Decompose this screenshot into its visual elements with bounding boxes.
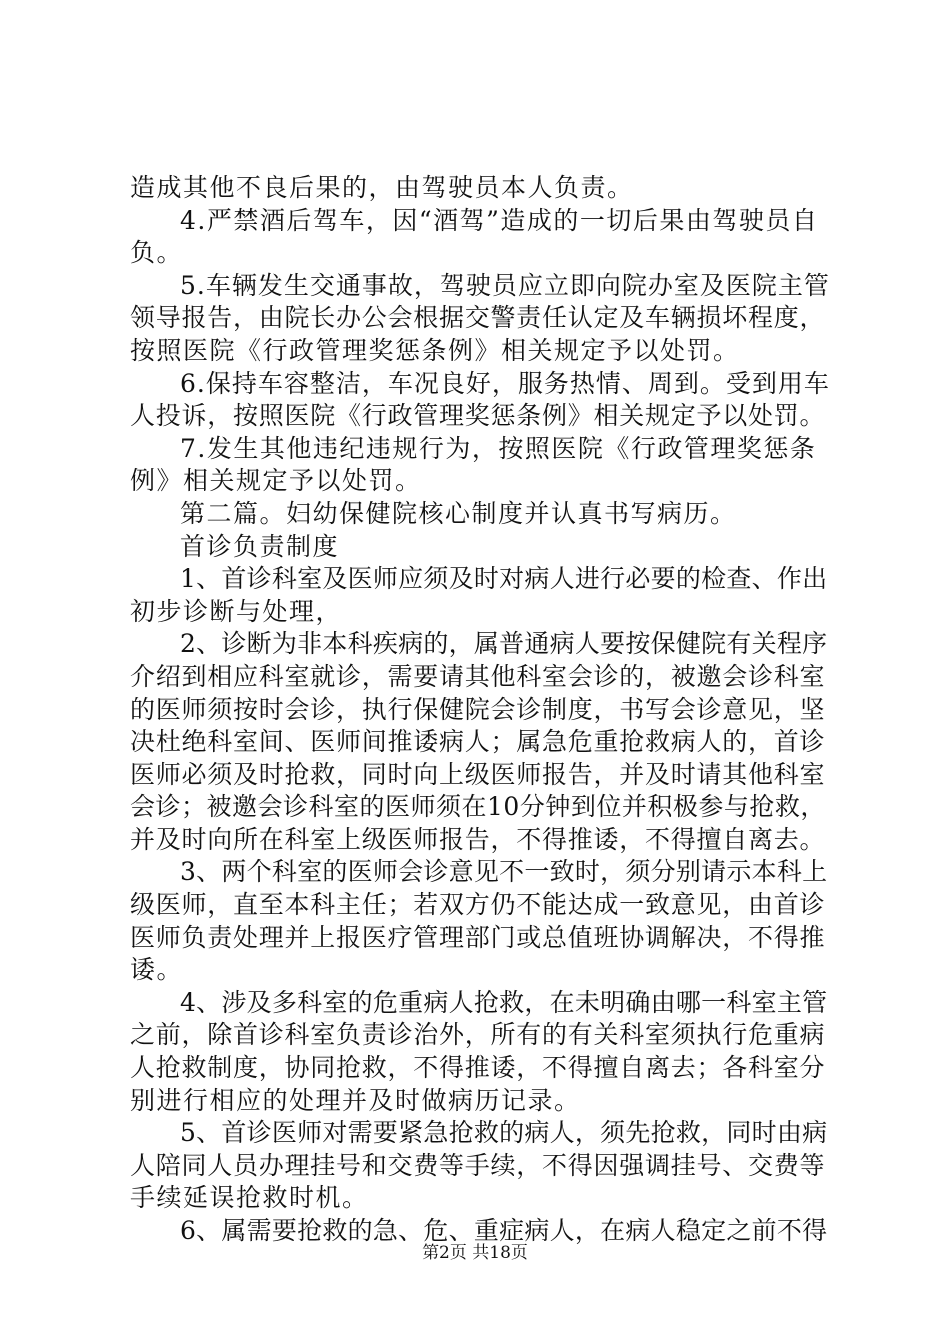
text-line: 的医师须按时会诊，执行保健院会诊制度，书写会诊意见，坚 xyxy=(130,694,826,724)
text-line: 别进行相应的处理并及时做病历记录。 xyxy=(130,1085,581,1115)
text-line: 介绍到相应科室就诊，需要请其他科室会诊的，被邀会诊科室 xyxy=(130,661,826,691)
text-line: 人抢救制度，协同抢救，不得推诿，不得擅自离去；各科室分 xyxy=(130,1053,826,1083)
text-line: 初步诊断与处理， xyxy=(130,596,343,626)
text-line: 7.发生其他违纪违规行为，按照医院《行政管理奖惩条 xyxy=(180,433,817,463)
text-line: 级医师，直至本科主任；若双方仍不能达成一致意见，由首诊 xyxy=(130,890,826,920)
text-line: 4、涉及多科室的危重病人抢救，在未明确由哪一科室主管 xyxy=(180,987,828,1017)
text-line: 决杜绝科室间、医师间推诿病人；属急危重抢救病人的，首诊 xyxy=(130,727,826,757)
text-line: 首诊负责制度 xyxy=(180,531,340,561)
text-line: 造成其他不良后果的，由驾驶员本人负责。 xyxy=(130,173,634,202)
text-line: 诿。 xyxy=(130,955,184,985)
text-line: 2、诊断为非本科疾病的，属普通病人要按保健院有关程序 xyxy=(180,629,828,659)
text-line: 例》相关规定予以处罚。 xyxy=(130,466,422,496)
text-line: 第二篇。妇幼保健院核心制度并认真书写病历。 xyxy=(180,498,737,528)
text-line: 6.保持车容整洁，车况良好，服务热情、周到。受到用车 xyxy=(180,368,830,398)
text-line: 手续延误抢救时机。 xyxy=(130,1183,369,1213)
text-line: 5.车辆发生交通事故，驾驶员应立即向院办室及医院主管 xyxy=(180,270,830,300)
page-footer: 第2页 共18页 xyxy=(422,1243,528,1263)
text-line: 医师必须及时抢救，同时向上级医师报告，并及时请其他科室 xyxy=(130,759,826,789)
text-line: 3、两个科室的医师会诊意见不一致时，须分别请示本科上 xyxy=(180,857,828,887)
text-line: 人投诉，按照医院《行政管理奖惩条例》相关规定予以处罚。 xyxy=(130,401,826,431)
text-line: 并及时向所在科室上级医师报告，不得推诿，不得擅自离去。 xyxy=(130,824,826,854)
text-line: 人陪同人员办理挂号和交费等手续，不得因强调挂号、交费等 xyxy=(130,1150,826,1180)
text-line: 4.严禁酒后驾车，因“酒驾”造成的一切后果由驾驶员自 xyxy=(180,205,819,235)
text-line: 按照医院《行政管理奖惩条例》相关规定予以处罚。 xyxy=(130,335,740,365)
text-line: 医师负责处理并上报医疗管理部门或总值班协调解决，不得推 xyxy=(130,922,826,952)
text-line: 会诊；被邀会诊科室的医师须在10分钟到位并积极参与抢救， xyxy=(130,792,826,822)
text-line: 5、首诊医师对需要紧急抢救的病人，须先抢救，同时由病 xyxy=(180,1118,828,1148)
text-line: 负。 xyxy=(130,238,184,268)
document-body xyxy=(130,172,830,1248)
text-line: 领导报告，由院长办公会根据交警责任认定及车辆损坏程度， xyxy=(130,303,826,333)
text-line: 1、首诊科室及医师应须及时对病人进行必要的检查、作出 xyxy=(180,564,828,594)
text-line: 之前，除首诊科室负责诊治外，所有的有关科室须执行危重病 xyxy=(130,1020,826,1050)
text-line: 6、属需要抢救的急、危、重症病人，在病人稳定之前不得 xyxy=(180,1216,828,1245)
